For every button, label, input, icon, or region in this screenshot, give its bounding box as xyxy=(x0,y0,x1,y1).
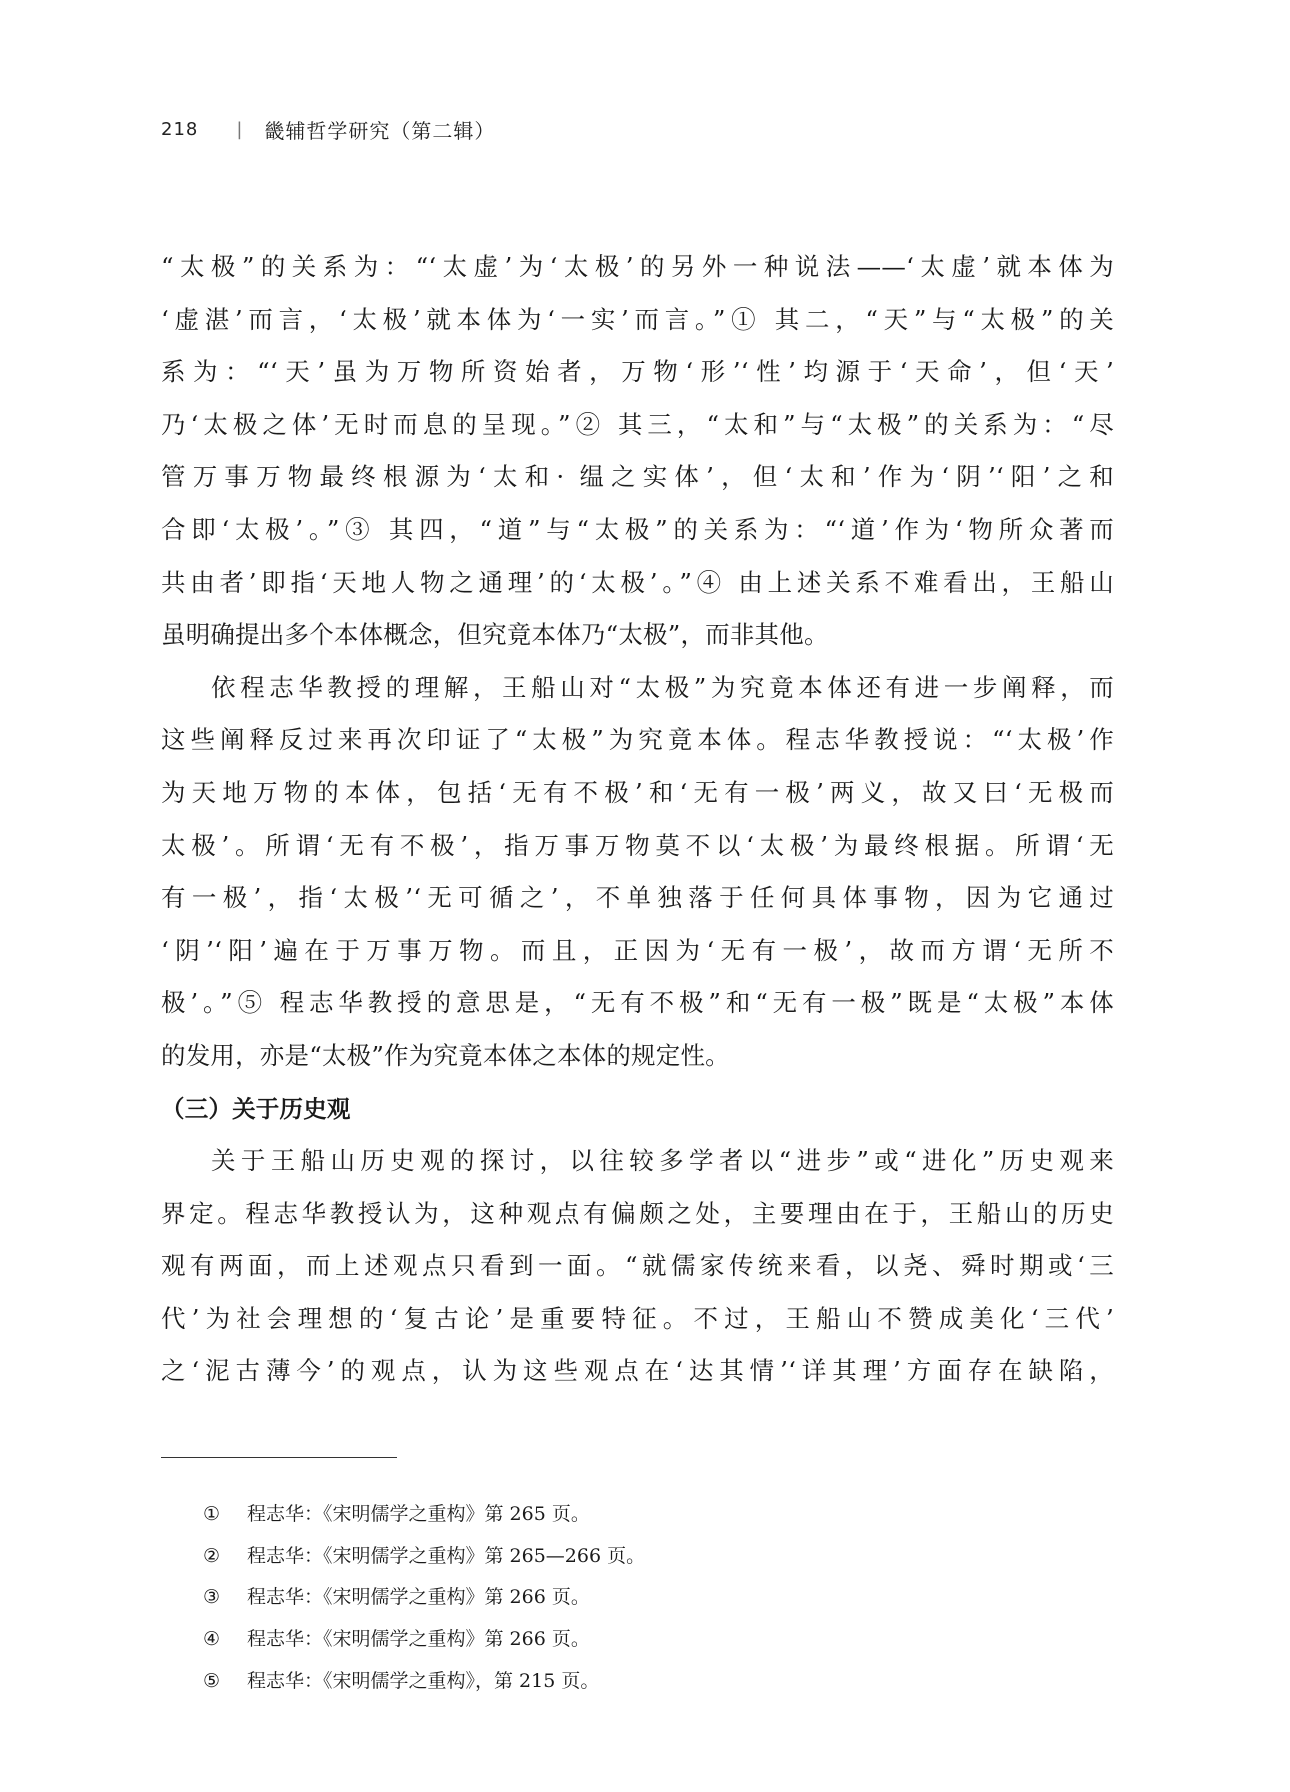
text-line: 管万事万物最终根源为‘太和· 缊之实体’，但‘太和’作为‘阴’‘阳’之和 xyxy=(161,462,1114,492)
footnote-4 xyxy=(203,1619,1103,1661)
footnote-marker: ④ xyxy=(203,1628,221,1651)
footnote-marker: ② xyxy=(203,1544,221,1567)
running-header xyxy=(161,114,495,144)
footnote-3 xyxy=(203,1577,1103,1619)
paragraph-first-line: 关于王船山历史观的探讨，以往较多学者以“进步”或“进化”历史观来 xyxy=(211,1146,1114,1176)
book-title: 畿辅哲学研究（第二辑） xyxy=(264,118,496,143)
footnote-separator xyxy=(161,1457,397,1458)
text-line: 太极’。所谓‘无有不极’，指万事万物莫不以‘太极’为最终根据。所谓‘无 xyxy=(161,830,1114,860)
header-divider: | xyxy=(236,118,243,140)
footnote-marker: ① xyxy=(203,1503,221,1525)
footnote-text: 程志华：《宋明儒学之重构》第 265—266 页。 xyxy=(247,1544,646,1567)
text-line: 为天地万物的本体，包括‘无有不极’和‘无有一极’两义，故又曰‘无极而 xyxy=(161,777,1114,807)
text-line: 这些阐释反过来再次印证了“太极”为究竟本体。程志华教授说：“‘太极’作 xyxy=(161,725,1114,755)
text-line: 之‘泥古薄今’的观点，认为这些观点在‘达其情’‘详其理’方面存在缺陷， xyxy=(161,1356,1114,1386)
footnote-text: 程志华：《宋明儒学之重构》第 266 页。 xyxy=(247,1586,590,1609)
text-line: 的发用，亦是“太极”作为究竟本体之本体的规定性。 xyxy=(161,1040,730,1070)
footnote-marker: ⑤ xyxy=(203,1669,221,1692)
footnote-5 xyxy=(203,1661,1103,1703)
footnote-text: 程志华：《宋明儒学之重构》，第 215 页。 xyxy=(247,1669,600,1692)
text-line: 观有两面，而上述观点只看到一面。“就儒家传统来看，以尧、舜时期或‘三 xyxy=(161,1251,1114,1281)
page-number: 218 xyxy=(161,118,199,140)
text-line: 有一极’，指‘太极’‘无可循之’，不单独落于任何具体事物，因为它通过 xyxy=(161,883,1114,913)
text-line: 合即‘太极’。”③ 其四，“道”与“太极”的关系为：“‘道’作为‘物所众著而 xyxy=(161,514,1114,544)
text-line: ‘阴’‘阳’遍在于万事万物。而且，正因为‘无有一极’，故而方谓‘无所不 xyxy=(161,935,1114,965)
body-text xyxy=(161,241,1114,1398)
section-heading: （三）关于历史观 xyxy=(161,1094,351,1123)
footnotes xyxy=(203,1494,1103,1702)
text-line: 共由者’即指‘天地人物之通理’的‘太极’。”④ 由上述关系不难看出，王船山 xyxy=(161,567,1114,597)
footnote-text: 程志华：《宋明儒学之重构》第 265 页。 xyxy=(247,1503,590,1525)
footnote-1 xyxy=(203,1494,1103,1536)
footnote-text: 程志华：《宋明儒学之重构》第 266 页。 xyxy=(247,1628,590,1651)
text-line: 系为：“‘天’虽为万物所资始者，万物‘形’‘性’均源于‘天命’，但‘天’ xyxy=(161,357,1114,387)
text-line: 虽明确提出多个本体概念，但究竟本体乃“太极”，而非其他。 xyxy=(161,620,829,650)
text-line: 代’为社会理想的‘复古论’是重要特征。不过，王船山不赞成美化‘三代’ xyxy=(161,1303,1114,1333)
text-line: 界定。程志华教授认为，这种观点有偏颇之处，主要理由在于，王船山的历史 xyxy=(161,1198,1114,1228)
paragraph-first-line: 依程志华教授的理解，王船山对“太极”为究竟本体还有进一步阐释，而 xyxy=(211,672,1114,702)
text-line: ‘虚湛’而言，‘太极’就本体为‘一实’而言。”① 其二，“天”与“太极”的关 xyxy=(161,304,1114,334)
text-line: 乃‘太极之体’无时而息的呈现。”② 其三，“太和”与“太极”的关系为：“尽 xyxy=(161,409,1114,439)
text-line: 极’。”⑤ 程志华教授的意思是，“无有不极”和“无有一极”既是“太极”本体 xyxy=(161,988,1114,1018)
footnote-2 xyxy=(203,1536,1103,1578)
text-line: “太极”的关系为：“‘太虚’为‘太极’的另外一种说法——‘太虚’就本体为 xyxy=(161,252,1114,281)
footnote-marker: ③ xyxy=(203,1586,221,1609)
